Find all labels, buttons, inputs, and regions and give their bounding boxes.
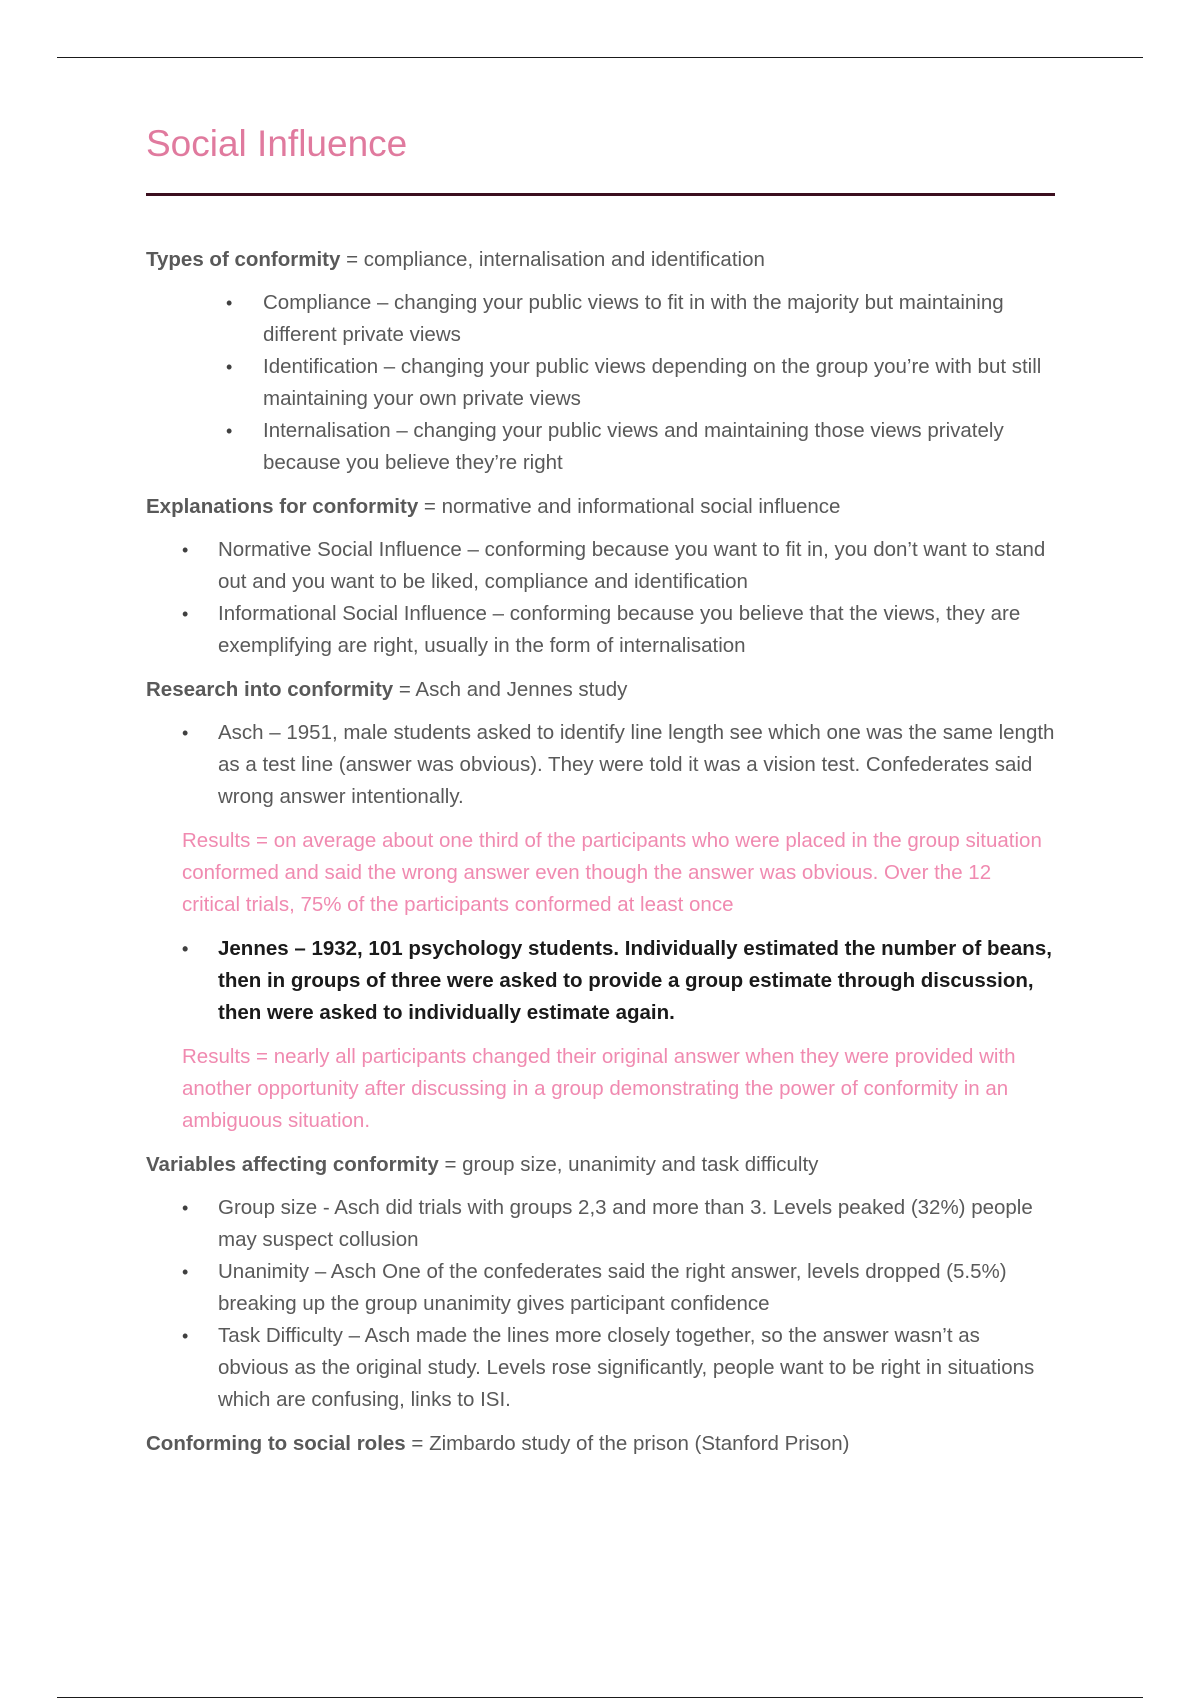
jennes-list [146, 933, 1055, 1029]
explanations-list [146, 534, 1055, 662]
explanations-heading [146, 491, 1055, 523]
page-title: Social Influence [146, 123, 408, 164]
list-item [146, 351, 1055, 415]
jennes-results: Results = nearly all participants changed their original answer when they were provided with another opportunity after discussing in a group demonstrating the power of conformity in an ambiguous situation. [182, 1045, 1016, 1132]
types-heading-label: Types of conformity [146, 248, 341, 271]
research-heading-label: Research into conformity [146, 678, 394, 701]
bullet-icon: • [182, 723, 189, 743]
jennes-study-text: Jennes – 1932, 101 psychology students. Individually estimated the number of beans, then in groups of three were asked to provide a group estimate through discussion, then were asked to individually estimate again. [218, 937, 1052, 1024]
asch-study-text: Asch – 1951, male students asked to identify line length see which one was the same length as a test line (answer was obvious). They were told it was a vision test. Confederates said wrong answer intentionally. [218, 721, 1055, 808]
bullet-icon: • [226, 293, 233, 313]
research-heading [146, 674, 1055, 706]
list-item [146, 717, 1055, 813]
types-heading-summary: = compliance, internalisation and identification [340, 248, 765, 271]
bullet-icon: • [182, 1262, 189, 1282]
bullet-icon: • [226, 421, 233, 441]
list-item [146, 933, 1055, 1029]
list-item [146, 534, 1055, 598]
explanations-heading-summary: = normative and informational social influence [418, 495, 841, 518]
roles-heading-summary: = Zimbardo study of the prison (Stanford Prison) [405, 1432, 850, 1455]
list-item-text: Normative Social Influence – conforming because you want to fit in, you don’t want to stand out and you want to be liked, compliance and identification [218, 538, 1046, 593]
research-heading-summary: = Asch and Jennes study [393, 678, 628, 701]
bullet-icon: • [182, 939, 189, 959]
bullet-icon: • [182, 540, 189, 560]
variables-heading-summary: = group size, unanimity and task difficulty [438, 1153, 819, 1176]
list-item [146, 1320, 1055, 1416]
asch-list [146, 717, 1055, 813]
title-underline [146, 193, 1055, 196]
variables-list [146, 1192, 1055, 1416]
types-heading [146, 244, 1055, 276]
list-item [146, 1256, 1055, 1320]
roles-heading-label: Conforming to social roles [146, 1432, 406, 1455]
variables-heading-label: Variables affecting conformity [146, 1153, 439, 1176]
bullet-icon: • [182, 1326, 189, 1346]
list-item-text: Identification – changing your public views depending on the group you’re with but still maintaining your own private views [263, 355, 1042, 410]
bullet-icon: • [182, 604, 189, 624]
asch-results: Results = on average about one third of the participants who were placed in the group situation conformed and said the wrong answer even though the answer was obvious. Over the 12 critical trials, 75% of the participants conformed at least once [182, 829, 1042, 916]
list-item-text: Compliance – changing your public views to fit in with the majority but maintaining different private views [263, 291, 1004, 346]
list-item-text: Internalisation – changing your public views and maintaining those views privately because you believe they’re right [263, 419, 1004, 474]
list-item-text: Informational Social Influence – conforming because you believe that the views, they are exemplifying are right, usually in the form of internalisation [218, 602, 1021, 657]
list-item [146, 598, 1055, 662]
list-item [146, 415, 1055, 479]
document-body [146, 118, 1055, 1460]
bullet-icon: • [182, 1198, 189, 1218]
explanations-heading-label: Explanations for conformity [146, 495, 419, 518]
roles-heading [146, 1428, 1055, 1460]
page-bottom-rule [57, 1697, 1143, 1698]
list-item [146, 287, 1055, 351]
variables-heading [146, 1149, 1055, 1181]
notes-sections [146, 244, 1055, 1460]
types-list [146, 287, 1055, 479]
page-top-rule [57, 57, 1143, 58]
list-item [146, 1192, 1055, 1256]
list-item-text: Task Difficulty – Asch made the lines more closely together, so the answer wasn’t as obvious as the original study. Levels rose significantly, people want to be right in situations which are confusing, links to ISI. [218, 1324, 1035, 1411]
bullet-icon: • [226, 357, 233, 377]
list-item-text: Group size - Asch did trials with groups 2,3 and more than 3. Levels peaked (32%) people may suspect collusion [218, 1196, 1033, 1251]
list-item-text: Unanimity – Asch One of the confederates said the right answer, levels dropped (5.5%) breaking up the group unanimity gives participant confidence [218, 1260, 1007, 1315]
